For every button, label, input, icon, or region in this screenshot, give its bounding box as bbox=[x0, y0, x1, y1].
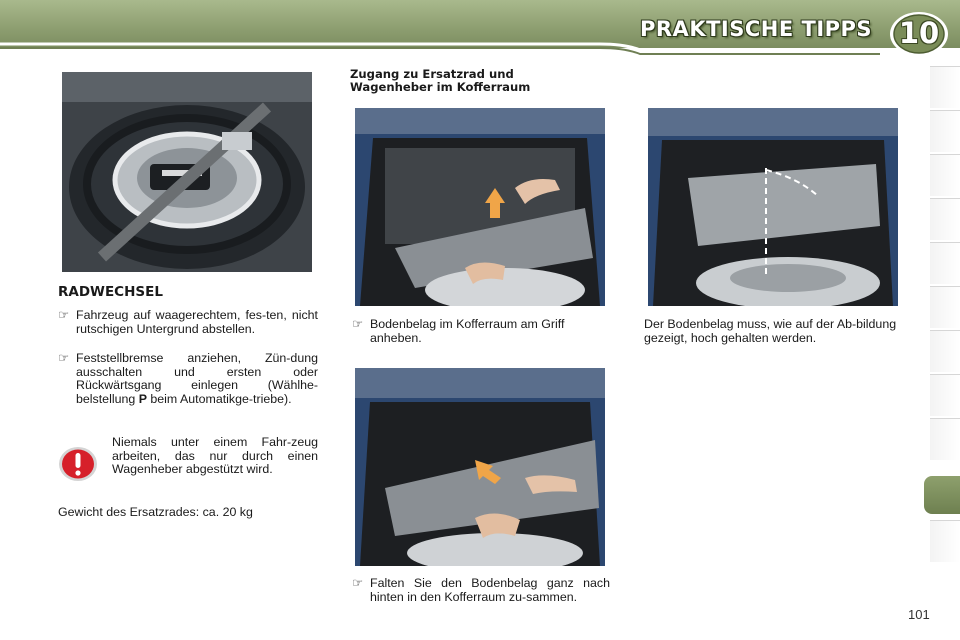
subheading-line: Wagenheber im Kofferraum bbox=[350, 80, 531, 94]
trunk-floor-lift-photo bbox=[355, 108, 605, 306]
bullet-text: Fahrzeug auf waagerechtem, fes-ten, nicht rutschigen Untergrund abstellen. bbox=[76, 308, 318, 336]
chapter-tab-active[interactable] bbox=[924, 476, 960, 514]
instruction-bullet bbox=[352, 318, 610, 345]
chapter-tab[interactable] bbox=[930, 242, 960, 284]
spare-wheel-photo bbox=[62, 72, 312, 272]
chapter-tab[interactable] bbox=[930, 330, 960, 372]
page-title: PRAKTISCHE TIPPS bbox=[640, 17, 873, 41]
section-heading: RADWECHSEL bbox=[58, 284, 163, 300]
chapter-tab[interactable] bbox=[930, 418, 960, 460]
chapter-tab[interactable] bbox=[930, 198, 960, 240]
bullet-text-part: beim Automatikge-triebe). bbox=[146, 391, 292, 406]
spare-wheel-weight: Gewicht des Ersatzrades: ca. 20 kg bbox=[58, 505, 253, 519]
trunk-floor-held-photo bbox=[648, 108, 898, 306]
trunk-floor-fold-photo bbox=[355, 368, 605, 566]
chapter-tab[interactable] bbox=[930, 286, 960, 328]
hand-pointer-icon: ☞ bbox=[352, 317, 364, 331]
gear-position: P bbox=[138, 391, 147, 406]
hand-pointer-icon: ☞ bbox=[352, 576, 364, 590]
subheading-line: Zugang zu Ersatzrad und bbox=[350, 67, 514, 81]
chapter-tab[interactable] bbox=[930, 66, 960, 108]
section-subheading bbox=[350, 68, 590, 94]
exclamation-warning-icon bbox=[58, 446, 98, 482]
warning-text: Niemals unter einem Fahr-zeug arbeiten, das nur durch einen Wagenheber abgestützt wird. bbox=[112, 435, 318, 476]
chapter-tab[interactable] bbox=[930, 154, 960, 196]
chapter-number: 10 bbox=[898, 16, 940, 50]
photo-caption: Der Bodenbelag muss, wie auf der Ab-bildung gezeigt, hoch gehalten werden. bbox=[644, 317, 897, 345]
chapter-tab[interactable] bbox=[930, 110, 960, 152]
bullet-text: Falten Sie den Bodenbelag ganz nach hinten in den Kofferraum zu-sammen. bbox=[370, 576, 610, 604]
instruction-bullet bbox=[352, 577, 610, 604]
chapter-tabs bbox=[926, 66, 960, 572]
instruction-bullet bbox=[58, 352, 318, 406]
bullet-text bbox=[76, 352, 318, 406]
instruction-bullet bbox=[58, 309, 318, 336]
page-number: 101 bbox=[908, 607, 930, 622]
bullet-text-part: Feststellbremse anziehen, Zün-dung ausschalten und ersten oder Rückwärtsgang einlegen (Wählhe-belstellung bbox=[76, 351, 318, 406]
hand-pointer-icon: ☞ bbox=[58, 308, 70, 322]
bullet-text: Bodenbelag im Kofferraum am Griff anheben. bbox=[370, 317, 565, 345]
chapter-tab[interactable] bbox=[930, 520, 960, 562]
hand-pointer-icon: ☞ bbox=[58, 351, 70, 365]
chapter-tab[interactable] bbox=[930, 374, 960, 416]
